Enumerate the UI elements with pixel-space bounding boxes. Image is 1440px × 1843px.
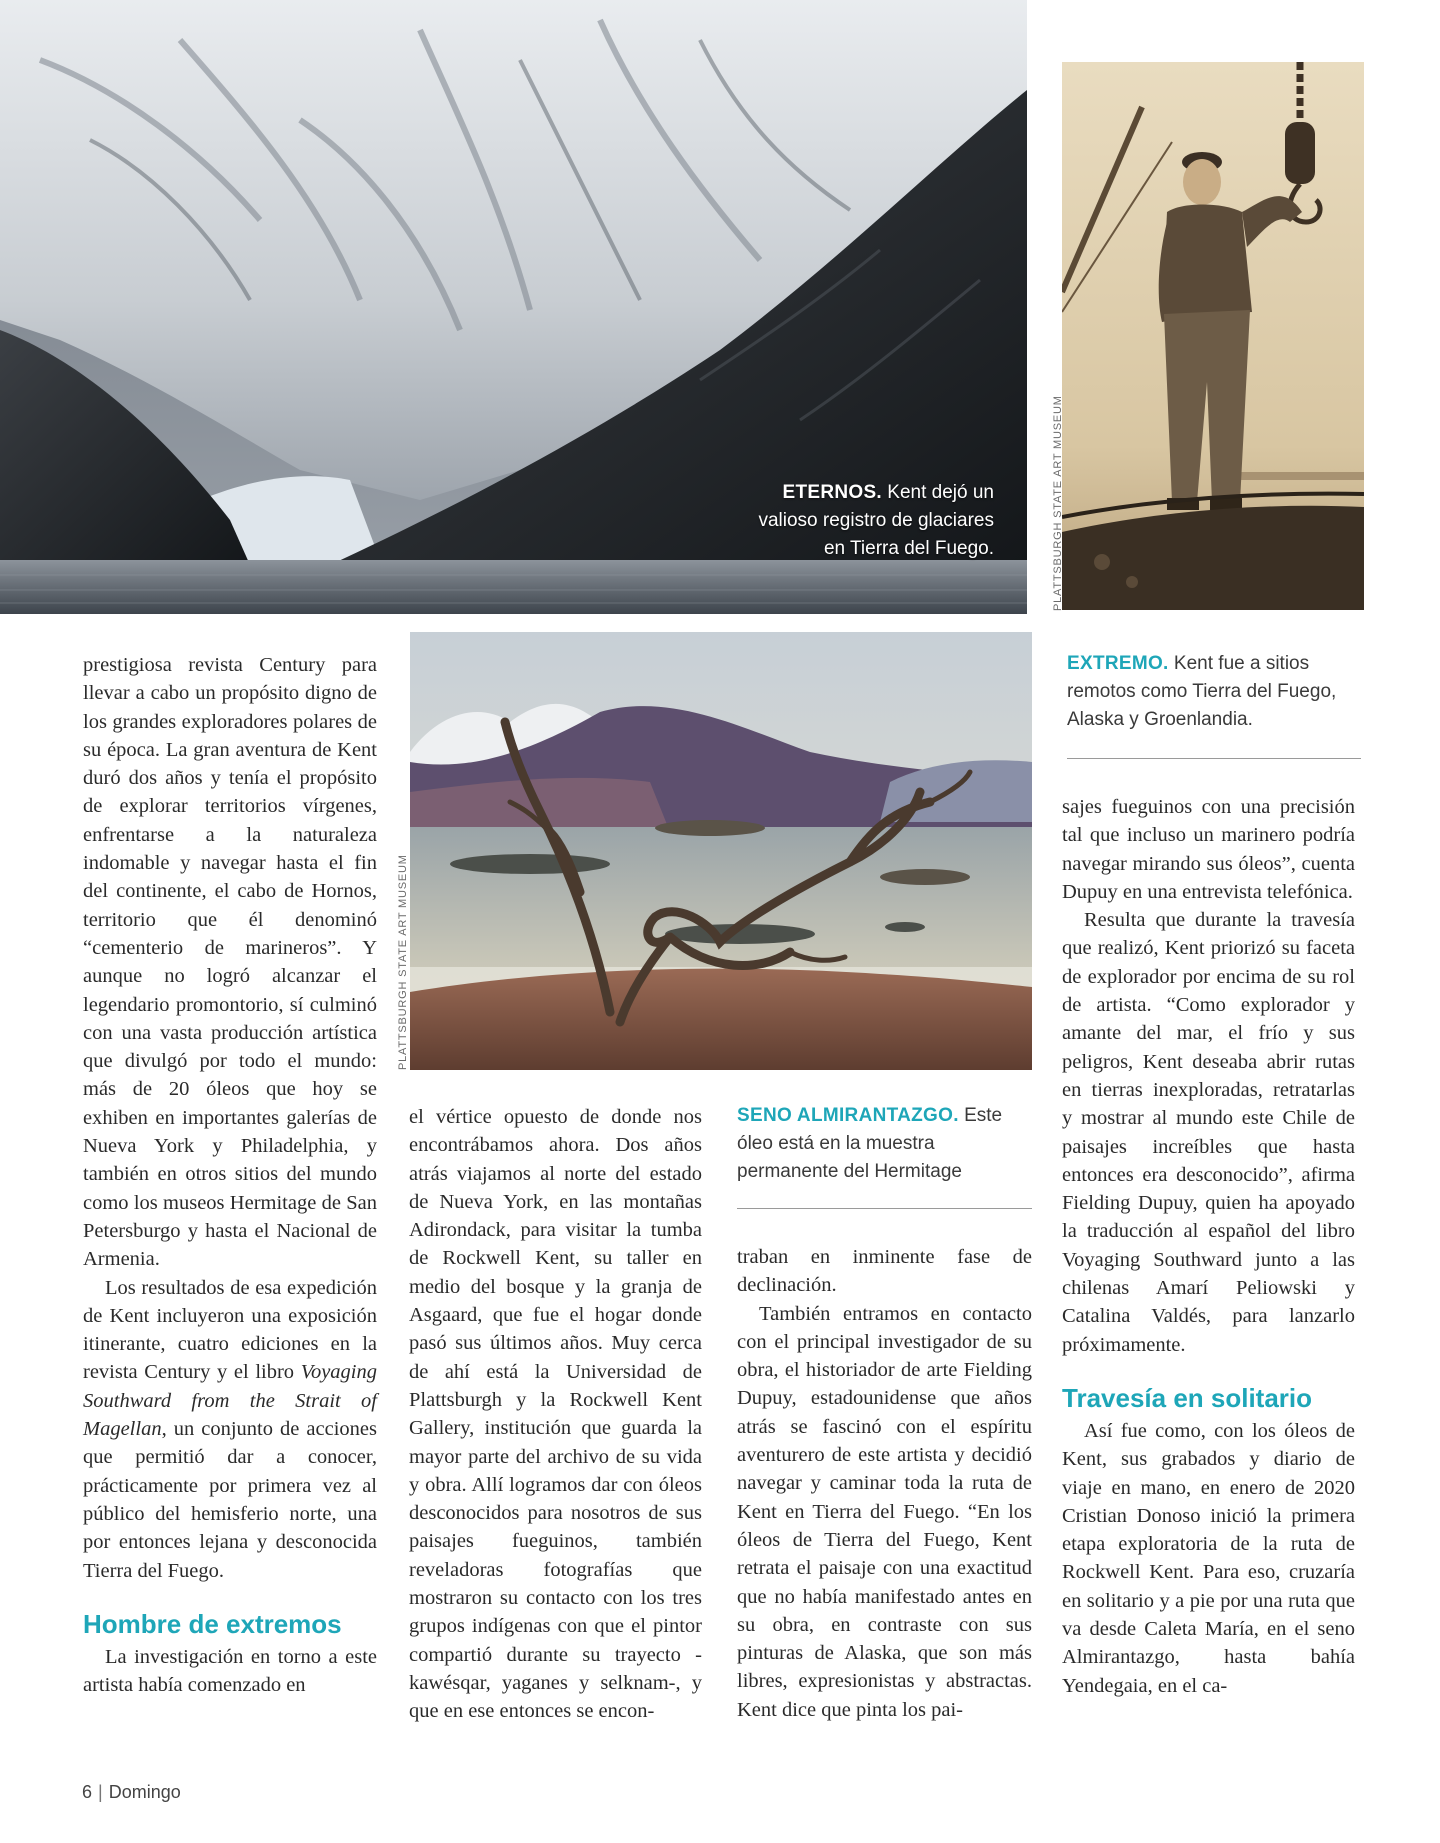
painting-caption-kicker: SENO ALMIRANTAZGO.	[737, 1105, 959, 1126]
section-name: Domingo	[108, 1782, 181, 1802]
painting-caption-line: permanente del Hermitage	[737, 1161, 962, 1182]
painting-caption-rule	[737, 1208, 1032, 1209]
column1-text: , un conjunto de acciones que permitió dar a conocer, prácticamente por primera vez al público del hemisferio norte, una por entonces lejana y desconocida Tierra del Fuego.	[83, 1418, 377, 1582]
portrait-photo-credit: PLATTSBURGH STATE ART MUSEUM	[1052, 395, 1064, 611]
painting-photo	[410, 632, 1032, 1070]
portrait-caption-rule	[1067, 758, 1361, 759]
subhead-travesia-en-solitario: Travesía en solitario	[1062, 1382, 1313, 1413]
glacier-caption-line: Kent dejó un	[887, 482, 994, 503]
book-title: Voyaging Southward from the Strait of Magellan	[83, 1361, 377, 1441]
column3-paragraph: También entramos en contacto con el principal investigador de su obra, el historiador de arte Fielding Dupuy, estadounidense que años atrás se fascinó con el espíritu aventurero de este artista y decidió navegar y caminar toda la ruta de Kent en Tierra del Fuego. “En los óleos de Tierra del Fuego, Kent retrata el paisaje con una exactitud que no había manifestado antes en su obra, en contraste con sus pinturas de Alaska, que son más libres, expresionistas y abstractas. Kent dice que pinta los pai-	[737, 1302, 1032, 1721]
column1-paragraph	[83, 1274, 377, 1585]
column4-paragraph: Así fue como, con los óleos de Kent, sus grabados y diario de viaje en mano, en enero de 2020 Cristian Donoso inició la primera etapa exploratoria de la ruta de Rockwell Kent. Para eso, cruzaría en solitario y a pie por una ruta que va desde Caleta María, en el seno Almirantazgo, hasta bahía Yendegaia, en el ca-	[1062, 1419, 1355, 1697]
text-column-4	[1062, 793, 1355, 1700]
text-column-1	[83, 651, 377, 1699]
painting-photo-credit: PLATTSBURGH STATE ART MUSEUM	[397, 854, 409, 1070]
column3-paragraph: traban en inminente fase de declinación.	[737, 1246, 1032, 1297]
portrait-caption-line: remotos como Tierra del Fuego,	[1067, 681, 1337, 702]
glacier-caption-kicker: ETERNOS.	[782, 482, 883, 503]
portrait-caption	[1067, 650, 1367, 734]
seno-almirantazgo-painting	[410, 632, 1032, 1070]
column2-paragraph: el vértice opuesto de donde nos encontrábamos ahora. Dos años atrás viajamos al norte del estado de Nueva York, en las montañas Adirondack, para visitar la tumba de Rockwell Kent, su taller en medio del bosque y la granja de Asgaard, que fue el hogar donde pasó sus últimos años. Muy cerca de ahí está la Universidad de Plattsburgh y la Rockwell Kent Gallery, institución que guarda la mayor parte del archivo de su vida y obra. Allí logramos dar con óleos desconocidos para nosotros de sus paisajes fueguinos, también reveladoras fotografías que mostraron su contacto con los tres grupos indígenas con que el pintor compartió durante su trayecto -kawésqar, yaganes y selknam-, y que en ese entonces se encon-	[409, 1106, 702, 1723]
painting-caption-line: óleo está en la muestra	[737, 1133, 935, 1154]
portrait-caption-line: Alaska y Groenlandia.	[1067, 709, 1253, 730]
glacier-caption-line: valioso registro de glaciares	[758, 510, 994, 531]
text-column-3	[737, 1243, 1032, 1724]
column4-paragraph: sajes fueguinos con una precisión tal que incluso un marinero podría navegar mirando sus óleos”, cuenta Dupuy en una entrevista telefónica.	[1062, 796, 1355, 903]
page-number: 6	[82, 1782, 93, 1802]
text-column-2	[409, 1103, 702, 1726]
column1-paragraph: La investigación en torno a este artista había comenzado en	[83, 1645, 377, 1697]
column4-paragraph: Resulta que durante la travesía que realizó, Kent priorizó su faceta de explorador por encima de su rol de artista. “Como explorador y amante del mar, el frío y sus peligros, Kent deseaba abrir rutas en tierras inexploradas, retratarlas y mostrar al mundo este Chile de paisajes increíbles que hasta entonces era desconocido”, afirma Fielding Dupuy, quien ha apoyado la traducción al español del libro Voyaging Southward junto a las chilenas Amarí Peliowski y Catalina Valdés, para lanzarlo próximamente.	[1062, 909, 1355, 1356]
column1-text: Los resultados de esa expedición de Kent incluyeron una exposición itinerante, cuatro ediciones en la revista Century y el libro	[83, 1276, 377, 1384]
glacier-caption-line: en Tierra del Fuego.	[823, 538, 994, 559]
subhead-hombre-de-extremos: Hombre de extremos	[83, 1608, 342, 1639]
column1-paragraph: prestigiosa revista Century para llevar a cabo un propósito digno de los grandes exploradores polares de su época. La gran aventura de Kent duró dos años y tenía el propósito de explorar territorios vírgenes, enfrentarse a la naturaleza indomable y navegar hasta el fin del continente, el cabo de Hornos, territorio que él denominó “cementerio de marineros”. Y aunque no logró alcanzar el legendario promontorio, sí culminó con una vasta producción artística que divulgó por todo el mundo: más de 20 óleos que hoy se exhiben en importantes galerías de Nueva York y Philadelphia, y también en otros sitios del mundo como los museos Hermitage de San Petersburgo y hasta el Nacional de Armenia.	[83, 654, 377, 1271]
painting-caption-line: Este	[964, 1105, 1003, 1126]
portrait-caption-kicker: EXTREMO.	[1067, 653, 1169, 674]
page-footer	[82, 1782, 181, 1803]
painting-caption	[737, 1102, 1032, 1186]
man-on-ship-image	[1062, 62, 1364, 610]
kent-portrait-photo	[1062, 62, 1364, 610]
portrait-caption-line: Kent fue a sitios	[1173, 653, 1310, 674]
footer-separator: |	[98, 1782, 103, 1802]
glacier-caption	[700, 479, 994, 563]
